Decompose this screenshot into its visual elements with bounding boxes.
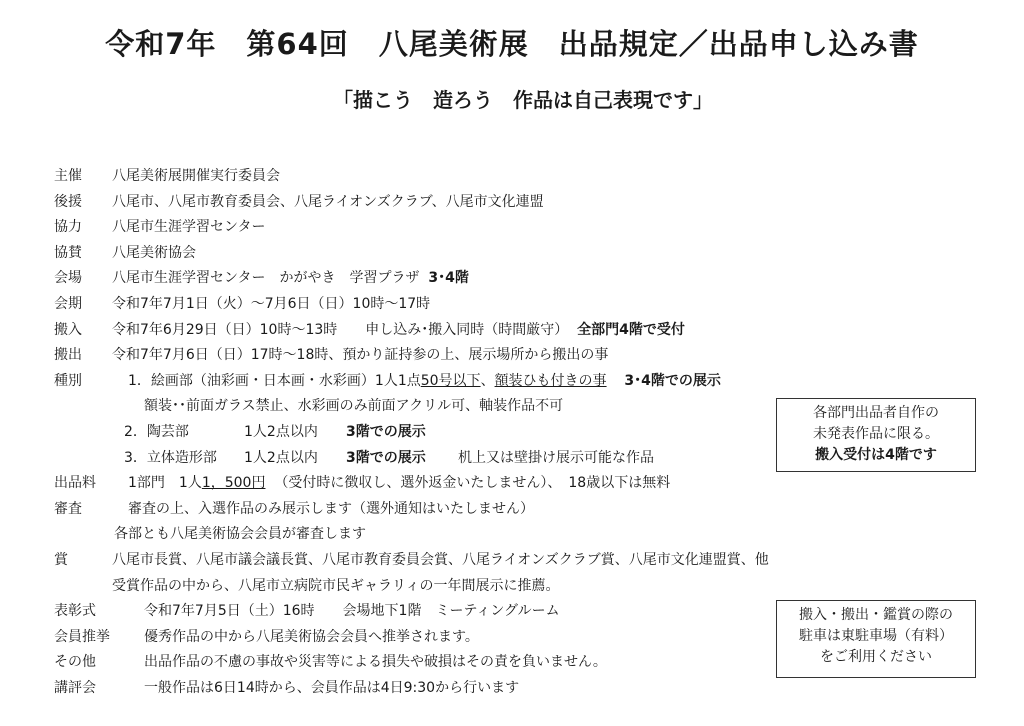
- value-carry-in: [112, 318, 685, 344]
- ceramics-floor: 3階での展示: [346, 423, 426, 440]
- painting-size: 50号以下: [420, 372, 481, 389]
- painting-comma: 、: [480, 372, 495, 389]
- label-critique: 講評会: [54, 679, 96, 696]
- row-period: [54, 292, 994, 318]
- value-host: 八尾美術展開催実行委員会: [112, 168, 280, 184]
- label-sponsor: 協賛: [54, 244, 82, 261]
- row-sponsor: [54, 241, 994, 267]
- notice-entry-line1: 各部門出品者自作の: [813, 405, 939, 421]
- sculpture-name: 3．立体造形部: [124, 449, 217, 466]
- fee-note: （受付時に徴収し、選外返金いたしません）、 18歳以下は無料: [274, 475, 671, 492]
- label-ceremony: 表彰式: [54, 603, 96, 620]
- row-venue: [54, 266, 994, 292]
- label-member: 会員推挙: [54, 628, 110, 645]
- row-review: [54, 497, 994, 523]
- sculpture-note: 机上又は壁掛け展示可能な作品: [458, 449, 654, 466]
- label-review: 審査: [54, 500, 82, 517]
- row-host: [54, 164, 994, 190]
- notice-entry-line2: 未発表作品に限る。: [813, 426, 939, 442]
- notice-parking-line3: をご利用ください: [820, 649, 932, 665]
- painting-floor: 3･4階での展示: [624, 372, 721, 389]
- label-fee: 出品料: [54, 475, 96, 492]
- painting-text: 1．絵画部（油彩画・日本画・水彩画）1人1点: [128, 372, 421, 389]
- row-award: [54, 548, 994, 574]
- label-award: 賞: [54, 551, 68, 568]
- review-line2: 各部とも八尾美術協会会員が審査します: [114, 526, 366, 543]
- label-other: その他: [54, 654, 96, 671]
- venue-floor: 3･4階: [428, 270, 469, 287]
- label-coop: 協力: [54, 219, 82, 236]
- row-critique: [54, 676, 994, 702]
- page-subtitle: [0, 84, 1024, 113]
- page-title: 令和7年 第64回 八尾美術展 出品規定／出品申し込み書: [105, 27, 919, 61]
- row-award-2: [54, 574, 994, 600]
- value-fee: [128, 471, 670, 497]
- label-category: 種別: [54, 372, 82, 389]
- carry-in-reception: 全部門4階で受付: [577, 321, 685, 338]
- painting-note: 額装･･前面ガラス禁止、水彩画のみ前面アクリル可、軸装作品不可: [144, 398, 564, 415]
- slogan: 「描こう 造ろう 作品は自己表現です」: [333, 88, 713, 112]
- value-other: 出品作品の不慮の事故や災害等による損失や破損はその責を負いません。: [144, 654, 607, 671]
- notice-entry-line3: 搬入受付は4階です: [815, 447, 937, 463]
- value-support: 八尾市、八尾市教育委員会、八尾ライオンズクラブ、八尾市文化連盟: [112, 193, 544, 210]
- value-carry-out: 令和7年7月6日（日）17時～18時、預かり証持参の上、展示場所から搬出の事: [112, 347, 609, 364]
- venue-name: 八尾市生涯学習センター かがやき 学習プラザ: [112, 270, 420, 287]
- row-support: [54, 190, 994, 216]
- row-carry-out: [54, 343, 994, 369]
- value-sponsor: 八尾美術協会: [112, 244, 196, 261]
- row-coop: [54, 215, 994, 241]
- value-coop: 八尾市生涯学習センター: [112, 219, 266, 236]
- notice-box-parking: [776, 600, 976, 678]
- label-host: 主催: [54, 168, 82, 184]
- row-category: [54, 369, 994, 395]
- ceramics-name: 2．陶芸部: [124, 423, 189, 440]
- label-venue: 会場: [54, 270, 82, 287]
- label-carry-out: 搬出: [54, 347, 82, 364]
- row-review-2: [54, 522, 994, 548]
- value-critique: 一般作品は6日14時から、会員作品は4日9:30から行います: [144, 679, 520, 696]
- sculpture-limit: 1人2点以内: [244, 449, 318, 466]
- value-member: 優秀作品の中から八尾美術協会会員へ推挙されます。: [144, 628, 479, 645]
- ceramics-limit: 1人2点以内: [244, 423, 318, 440]
- label-support: 後援: [54, 193, 82, 210]
- painting-frame: 額装ひも付きの事: [494, 372, 607, 389]
- category-painting: [128, 369, 721, 395]
- award-line2: 受賞作品の中から、八尾市立病院市民ギャラリィの一年間展示に推薦。: [112, 577, 560, 594]
- value-period: 令和7年7月1日（火）～7月6日（日）10時～17時: [112, 295, 431, 312]
- notice-box-entry: [776, 398, 976, 472]
- row-fee: [54, 471, 994, 497]
- value-ceremony: 令和7年7月5日（土）16時 会場地下1階 ミーティングルーム: [144, 603, 560, 620]
- row-carry-in: [54, 318, 994, 344]
- fee-unit: 1部門 1人: [128, 475, 202, 492]
- value-venue: [112, 266, 469, 292]
- notice-parking-line2: 駐車は東駐車場（有料）: [799, 628, 953, 644]
- notice-parking-line1: 搬入・搬出・鑑賞の際の: [799, 607, 953, 623]
- label-carry-in: 搬入: [54, 321, 82, 338]
- fee-amount: 1，500円: [201, 475, 266, 492]
- award-line1: 八尾市長賞、八尾市議会議長賞、八尾市教育委員会賞、八尾ライオンズクラブ賞、八尾市文化連盟賞、他: [112, 551, 769, 568]
- carry-in-schedule: 令和7年6月29日（日）10時～13時 申し込み･搬入同時（時間厳守）: [112, 321, 569, 338]
- label-period: 会期: [54, 295, 82, 312]
- review-line1: 審査の上、入選作品のみ展示します（選外通知はいたしません）: [128, 500, 534, 517]
- sculpture-floor: 3階での展示: [346, 449, 426, 466]
